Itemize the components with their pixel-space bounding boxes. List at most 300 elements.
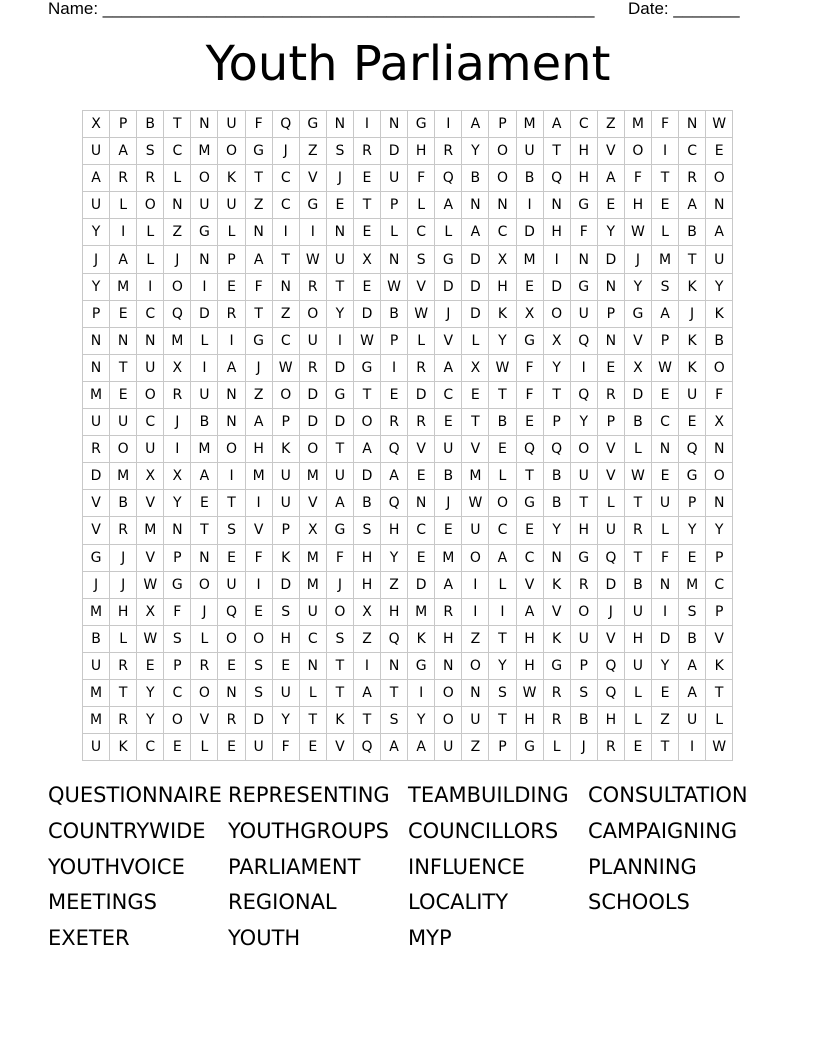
grid-cell[interactable]: I xyxy=(164,436,191,463)
grid-cell[interactable]: R xyxy=(300,274,327,301)
grid-cell[interactable]: V xyxy=(83,517,110,544)
grid-cell[interactable]: O xyxy=(164,707,191,734)
grid-cell[interactable]: B xyxy=(191,409,218,436)
grid-cell[interactable]: T xyxy=(625,490,652,517)
grid-cell[interactable]: Q xyxy=(354,734,381,761)
grid-cell[interactable]: H xyxy=(354,545,381,572)
grid-cell[interactable]: N xyxy=(679,111,706,138)
grid-cell[interactable]: T xyxy=(489,626,516,653)
grid-cell[interactable]: I xyxy=(381,355,408,382)
grid-cell[interactable]: B xyxy=(517,165,544,192)
grid-cell[interactable]: E xyxy=(300,734,327,761)
grid-cell[interactable]: I xyxy=(435,111,462,138)
grid-cell[interactable]: V xyxy=(246,517,273,544)
grid-cell[interactable]: F xyxy=(625,165,652,192)
grid-cell[interactable]: A xyxy=(191,463,218,490)
grid-cell[interactable]: D xyxy=(354,301,381,328)
grid-cell[interactable]: S xyxy=(273,599,300,626)
grid-cell[interactable]: D xyxy=(354,463,381,490)
grid-cell[interactable]: O xyxy=(218,138,245,165)
grid-cell[interactable]: O xyxy=(164,274,191,301)
grid-cell[interactable]: C xyxy=(164,138,191,165)
grid-cell[interactable]: R xyxy=(137,165,164,192)
grid-cell[interactable]: W xyxy=(652,355,679,382)
grid-cell[interactable]: N xyxy=(706,192,733,219)
grid-cell[interactable]: Q xyxy=(218,599,245,626)
grid-cell[interactable]: G xyxy=(191,219,218,246)
grid-cell[interactable]: E xyxy=(218,545,245,572)
grid-cell[interactable]: B xyxy=(354,490,381,517)
grid-cell[interactable]: R xyxy=(435,138,462,165)
grid-cell[interactable]: M xyxy=(435,545,462,572)
grid-cell[interactable]: V xyxy=(706,626,733,653)
grid-cell[interactable]: G xyxy=(517,490,544,517)
grid-cell[interactable]: U xyxy=(110,409,137,436)
grid-cell[interactable]: N xyxy=(706,490,733,517)
grid-cell[interactable]: Y xyxy=(489,328,516,355)
grid-cell[interactable]: M xyxy=(462,463,489,490)
grid-cell[interactable]: M xyxy=(246,463,273,490)
grid-cell[interactable]: I xyxy=(679,734,706,761)
grid-cell[interactable]: L xyxy=(110,192,137,219)
grid-cell[interactable]: J xyxy=(273,138,300,165)
grid-cell[interactable]: Y xyxy=(327,301,354,328)
grid-cell[interactable]: H xyxy=(408,138,435,165)
grid-cell[interactable]: A xyxy=(517,599,544,626)
grid-cell[interactable]: Q xyxy=(517,436,544,463)
grid-cell[interactable]: D xyxy=(652,626,679,653)
grid-cell[interactable]: W xyxy=(137,626,164,653)
grid-cell[interactable]: Q xyxy=(381,626,408,653)
grid-cell[interactable]: E xyxy=(598,192,625,219)
grid-cell[interactable]: A xyxy=(435,192,462,219)
grid-cell[interactable]: V xyxy=(300,490,327,517)
grid-cell[interactable]: O xyxy=(489,165,516,192)
grid-cell[interactable]: G xyxy=(300,111,327,138)
grid-cell[interactable]: T xyxy=(517,463,544,490)
grid-cell[interactable]: W xyxy=(489,355,516,382)
grid-cell[interactable]: U xyxy=(435,734,462,761)
grid-cell[interactable]: E xyxy=(462,382,489,409)
grid-cell[interactable]: T xyxy=(300,707,327,734)
grid-cell[interactable]: H xyxy=(489,274,516,301)
grid-cell[interactable]: W xyxy=(706,734,733,761)
grid-cell[interactable]: L xyxy=(191,626,218,653)
grid-cell[interactable]: Q xyxy=(273,111,300,138)
grid-cell[interactable]: F xyxy=(652,545,679,572)
grid-cell[interactable]: K xyxy=(679,328,706,355)
grid-cell[interactable]: Q xyxy=(164,301,191,328)
grid-cell[interactable]: B xyxy=(110,490,137,517)
grid-cell[interactable]: Z xyxy=(354,626,381,653)
grid-cell[interactable]: U xyxy=(300,328,327,355)
grid-cell[interactable]: S xyxy=(246,680,273,707)
grid-cell[interactable]: H xyxy=(544,219,571,246)
grid-cell[interactable]: L xyxy=(489,463,516,490)
grid-cell[interactable]: H xyxy=(246,436,273,463)
grid-cell[interactable]: E xyxy=(517,409,544,436)
grid-cell[interactable]: B xyxy=(571,707,598,734)
grid-cell[interactable]: C xyxy=(517,545,544,572)
grid-cell[interactable]: O xyxy=(191,680,218,707)
grid-cell[interactable]: N xyxy=(300,653,327,680)
grid-cell[interactable]: O xyxy=(544,301,571,328)
grid-cell[interactable]: K xyxy=(679,274,706,301)
grid-cell[interactable]: M xyxy=(191,138,218,165)
grid-cell[interactable]: K xyxy=(110,734,137,761)
grid-cell[interactable]: R xyxy=(679,165,706,192)
grid-cell[interactable]: F xyxy=(517,355,544,382)
grid-cell[interactable]: U xyxy=(679,382,706,409)
grid-cell[interactable]: Z xyxy=(462,626,489,653)
grid-cell[interactable]: A xyxy=(110,246,137,273)
grid-cell[interactable]: I xyxy=(110,219,137,246)
grid-cell[interactable]: P xyxy=(706,545,733,572)
grid-cell[interactable]: Y xyxy=(679,517,706,544)
grid-cell[interactable]: U xyxy=(381,165,408,192)
grid-cell[interactable]: M xyxy=(83,382,110,409)
grid-cell[interactable]: E xyxy=(517,274,544,301)
grid-cell[interactable]: X xyxy=(164,355,191,382)
grid-cell[interactable]: M xyxy=(191,436,218,463)
grid-cell[interactable]: T xyxy=(706,680,733,707)
grid-cell[interactable]: A xyxy=(246,409,273,436)
grid-cell[interactable]: L xyxy=(544,734,571,761)
grid-cell[interactable]: X xyxy=(517,301,544,328)
grid-cell[interactable]: I xyxy=(571,355,598,382)
grid-cell[interactable]: U xyxy=(598,517,625,544)
grid-cell[interactable]: I xyxy=(246,572,273,599)
grid-cell[interactable]: A xyxy=(83,165,110,192)
grid-cell[interactable]: Y xyxy=(381,545,408,572)
grid-cell[interactable]: H xyxy=(625,626,652,653)
grid-cell[interactable]: N xyxy=(273,274,300,301)
grid-cell[interactable]: P xyxy=(83,301,110,328)
grid-cell[interactable]: W xyxy=(517,680,544,707)
grid-cell[interactable]: Z xyxy=(273,301,300,328)
grid-cell[interactable]: K xyxy=(544,572,571,599)
grid-cell[interactable]: Q xyxy=(544,436,571,463)
grid-cell[interactable]: P xyxy=(164,653,191,680)
grid-cell[interactable]: I xyxy=(218,463,245,490)
grid-cell[interactable]: T xyxy=(354,382,381,409)
grid-cell[interactable]: M xyxy=(110,463,137,490)
grid-cell[interactable]: Q xyxy=(381,436,408,463)
grid-cell[interactable]: T xyxy=(218,490,245,517)
grid-cell[interactable]: U xyxy=(706,246,733,273)
grid-cell[interactable]: E xyxy=(354,274,381,301)
grid-cell[interactable]: Y xyxy=(273,707,300,734)
grid-cell[interactable]: A xyxy=(246,246,273,273)
grid-cell[interactable]: Q xyxy=(679,436,706,463)
grid-cell[interactable]: E xyxy=(679,545,706,572)
grid-cell[interactable]: R xyxy=(164,382,191,409)
grid-cell[interactable]: Z xyxy=(598,111,625,138)
grid-cell[interactable]: O xyxy=(706,463,733,490)
grid-cell[interactable]: Y xyxy=(625,274,652,301)
grid-cell[interactable]: R xyxy=(435,599,462,626)
grid-cell[interactable]: C xyxy=(435,382,462,409)
grid-cell[interactable]: T xyxy=(381,680,408,707)
grid-cell[interactable]: C xyxy=(679,138,706,165)
grid-cell[interactable]: D xyxy=(83,463,110,490)
grid-cell[interactable]: R xyxy=(191,653,218,680)
grid-cell[interactable]: E xyxy=(408,545,435,572)
grid-cell[interactable]: A xyxy=(652,301,679,328)
grid-cell[interactable]: O xyxy=(706,355,733,382)
grid-cell[interactable]: N xyxy=(381,246,408,273)
grid-cell[interactable]: A xyxy=(435,572,462,599)
grid-cell[interactable]: J xyxy=(246,355,273,382)
grid-cell[interactable]: R xyxy=(110,653,137,680)
grid-cell[interactable]: T xyxy=(354,707,381,734)
grid-cell[interactable]: A xyxy=(354,680,381,707)
grid-cell[interactable]: P xyxy=(598,409,625,436)
grid-cell[interactable]: B xyxy=(544,490,571,517)
grid-cell[interactable]: G xyxy=(327,517,354,544)
grid-cell[interactable]: U xyxy=(83,734,110,761)
grid-cell[interactable]: U xyxy=(246,734,273,761)
grid-cell[interactable]: I xyxy=(652,599,679,626)
grid-cell[interactable]: J xyxy=(435,490,462,517)
grid-cell[interactable]: R xyxy=(110,517,137,544)
grid-cell[interactable]: I xyxy=(354,653,381,680)
grid-cell[interactable]: N xyxy=(652,572,679,599)
grid-cell[interactable]: C xyxy=(300,626,327,653)
grid-cell[interactable]: P xyxy=(679,490,706,517)
grid-cell[interactable]: V xyxy=(598,626,625,653)
grid-cell[interactable]: O xyxy=(625,138,652,165)
grid-cell[interactable]: D xyxy=(462,274,489,301)
grid-cell[interactable]: M xyxy=(517,111,544,138)
grid-cell[interactable]: X xyxy=(83,111,110,138)
grid-cell[interactable]: N xyxy=(137,328,164,355)
grid-cell[interactable]: E xyxy=(652,192,679,219)
grid-cell[interactable]: N xyxy=(218,409,245,436)
grid-cell[interactable]: P xyxy=(489,734,516,761)
grid-cell[interactable]: K xyxy=(544,626,571,653)
grid-cell[interactable]: L xyxy=(625,436,652,463)
grid-cell[interactable]: L xyxy=(408,192,435,219)
grid-cell[interactable]: R xyxy=(110,165,137,192)
grid-cell[interactable]: O xyxy=(191,572,218,599)
grid-cell[interactable]: H xyxy=(110,599,137,626)
grid-cell[interactable]: M xyxy=(652,246,679,273)
grid-cell[interactable]: O xyxy=(246,626,273,653)
grid-cell[interactable]: F xyxy=(652,111,679,138)
grid-cell[interactable]: U xyxy=(571,301,598,328)
grid-cell[interactable]: R xyxy=(598,734,625,761)
grid-cell[interactable]: F xyxy=(273,734,300,761)
grid-cell[interactable]: P xyxy=(598,301,625,328)
grid-cell[interactable]: S xyxy=(354,517,381,544)
grid-cell[interactable]: A xyxy=(462,111,489,138)
grid-cell[interactable]: Q xyxy=(571,328,598,355)
grid-cell[interactable]: T xyxy=(327,653,354,680)
grid-cell[interactable]: Y xyxy=(137,707,164,734)
grid-cell[interactable]: J xyxy=(110,572,137,599)
grid-cell[interactable]: P xyxy=(218,246,245,273)
grid-cell[interactable]: G xyxy=(625,301,652,328)
grid-cell[interactable]: P xyxy=(489,111,516,138)
grid-cell[interactable]: M xyxy=(679,572,706,599)
grid-cell[interactable]: U xyxy=(273,463,300,490)
grid-cell[interactable]: K xyxy=(408,626,435,653)
grid-cell[interactable]: G xyxy=(517,328,544,355)
grid-cell[interactable]: F xyxy=(327,545,354,572)
grid-cell[interactable]: N xyxy=(544,545,571,572)
grid-cell[interactable]: T xyxy=(652,165,679,192)
grid-cell[interactable]: U xyxy=(679,707,706,734)
grid-cell[interactable]: J xyxy=(164,409,191,436)
grid-cell[interactable]: D xyxy=(408,572,435,599)
grid-cell[interactable]: E xyxy=(246,599,273,626)
grid-cell[interactable]: D xyxy=(544,274,571,301)
grid-cell[interactable]: Y xyxy=(706,517,733,544)
grid-cell[interactable]: G xyxy=(571,545,598,572)
grid-cell[interactable]: E xyxy=(679,409,706,436)
grid-cell[interactable]: A xyxy=(544,111,571,138)
grid-cell[interactable]: O xyxy=(110,436,137,463)
grid-cell[interactable]: C xyxy=(652,409,679,436)
grid-cell[interactable]: V xyxy=(462,436,489,463)
grid-cell[interactable]: Z xyxy=(300,138,327,165)
grid-cell[interactable]: D xyxy=(517,219,544,246)
grid-cell[interactable]: K xyxy=(679,355,706,382)
grid-cell[interactable]: U xyxy=(571,463,598,490)
grid-cell[interactable]: G xyxy=(571,192,598,219)
grid-cell[interactable]: H xyxy=(435,626,462,653)
grid-cell[interactable]: J xyxy=(571,734,598,761)
grid-cell[interactable]: I xyxy=(327,328,354,355)
grid-cell[interactable]: L xyxy=(218,219,245,246)
grid-cell[interactable]: I xyxy=(517,192,544,219)
grid-cell[interactable]: P xyxy=(110,111,137,138)
grid-cell[interactable]: W xyxy=(706,111,733,138)
grid-cell[interactable]: Z xyxy=(246,382,273,409)
grid-cell[interactable]: K xyxy=(273,436,300,463)
grid-cell[interactable]: D xyxy=(435,274,462,301)
grid-cell[interactable]: Y xyxy=(408,707,435,734)
grid-cell[interactable]: I xyxy=(544,246,571,273)
grid-cell[interactable]: P xyxy=(273,409,300,436)
grid-cell[interactable]: B xyxy=(679,219,706,246)
grid-cell[interactable]: L xyxy=(625,707,652,734)
grid-cell[interactable]: M xyxy=(83,680,110,707)
grid-cell[interactable]: E xyxy=(218,653,245,680)
grid-cell[interactable]: L xyxy=(137,219,164,246)
grid-cell[interactable]: K xyxy=(218,165,245,192)
grid-cell[interactable]: H xyxy=(517,707,544,734)
grid-cell[interactable]: T xyxy=(110,355,137,382)
grid-cell[interactable]: J xyxy=(83,246,110,273)
grid-cell[interactable]: S xyxy=(381,707,408,734)
grid-cell[interactable]: S xyxy=(571,680,598,707)
grid-cell[interactable]: B xyxy=(679,626,706,653)
grid-cell[interactable]: T xyxy=(246,301,273,328)
grid-cell[interactable]: N xyxy=(381,111,408,138)
grid-cell[interactable]: H xyxy=(354,572,381,599)
grid-cell[interactable]: B xyxy=(435,463,462,490)
grid-cell[interactable]: E xyxy=(517,517,544,544)
grid-cell[interactable]: S xyxy=(489,680,516,707)
grid-cell[interactable]: C xyxy=(489,517,516,544)
grid-cell[interactable]: J xyxy=(191,599,218,626)
grid-cell[interactable]: P xyxy=(381,328,408,355)
grid-cell[interactable]: Y xyxy=(598,219,625,246)
grid-cell[interactable]: P xyxy=(652,328,679,355)
grid-cell[interactable]: U xyxy=(300,599,327,626)
grid-cell[interactable]: G xyxy=(246,328,273,355)
grid-cell[interactable]: U xyxy=(218,192,245,219)
grid-cell[interactable]: W xyxy=(137,572,164,599)
grid-cell[interactable]: O xyxy=(218,626,245,653)
grid-cell[interactable]: I xyxy=(218,328,245,355)
grid-cell[interactable]: F xyxy=(571,219,598,246)
grid-cell[interactable]: Q xyxy=(544,165,571,192)
grid-cell[interactable]: V xyxy=(300,165,327,192)
grid-cell[interactable]: T xyxy=(273,246,300,273)
grid-cell[interactable]: I xyxy=(462,599,489,626)
grid-cell[interactable]: A xyxy=(354,436,381,463)
grid-cell[interactable]: R xyxy=(544,707,571,734)
grid-cell[interactable]: V xyxy=(544,599,571,626)
grid-cell[interactable]: U xyxy=(435,436,462,463)
grid-cell[interactable]: L xyxy=(381,219,408,246)
grid-cell[interactable]: M xyxy=(300,572,327,599)
grid-cell[interactable]: J xyxy=(164,246,191,273)
grid-cell[interactable]: U xyxy=(625,599,652,626)
grid-cell[interactable]: A xyxy=(381,734,408,761)
grid-cell[interactable]: G xyxy=(571,274,598,301)
grid-cell[interactable]: O xyxy=(462,545,489,572)
grid-cell[interactable]: V xyxy=(625,328,652,355)
grid-cell[interactable]: E xyxy=(327,192,354,219)
grid-cell[interactable]: J xyxy=(327,572,354,599)
grid-cell[interactable]: F xyxy=(517,382,544,409)
grid-cell[interactable]: X xyxy=(706,409,733,436)
grid-cell[interactable]: V xyxy=(408,274,435,301)
grid-cell[interactable]: M xyxy=(625,111,652,138)
grid-cell[interactable]: T xyxy=(489,707,516,734)
grid-cell[interactable]: L xyxy=(110,626,137,653)
grid-cell[interactable]: W xyxy=(354,328,381,355)
grid-cell[interactable]: P xyxy=(571,653,598,680)
grid-cell[interactable]: E xyxy=(273,653,300,680)
grid-cell[interactable]: B xyxy=(462,165,489,192)
grid-cell[interactable]: T xyxy=(462,409,489,436)
grid-cell[interactable]: D xyxy=(300,382,327,409)
grid-cell[interactable]: C xyxy=(273,328,300,355)
grid-cell[interactable]: I xyxy=(137,274,164,301)
grid-cell[interactable]: W xyxy=(381,274,408,301)
grid-cell[interactable]: N xyxy=(327,219,354,246)
grid-cell[interactable]: T xyxy=(544,382,571,409)
grid-cell[interactable]: G xyxy=(164,572,191,599)
grid-cell[interactable]: X xyxy=(300,517,327,544)
grid-cell[interactable]: U xyxy=(137,436,164,463)
grid-cell[interactable]: F xyxy=(246,274,273,301)
grid-cell[interactable]: A xyxy=(706,219,733,246)
grid-cell[interactable]: L xyxy=(191,328,218,355)
grid-cell[interactable]: Q xyxy=(435,165,462,192)
grid-cell[interactable]: R xyxy=(218,301,245,328)
grid-cell[interactable]: M xyxy=(300,463,327,490)
grid-cell[interactable]: N xyxy=(218,680,245,707)
grid-cell[interactable]: I xyxy=(462,572,489,599)
grid-cell[interactable]: W xyxy=(462,490,489,517)
grid-cell[interactable]: A xyxy=(462,219,489,246)
